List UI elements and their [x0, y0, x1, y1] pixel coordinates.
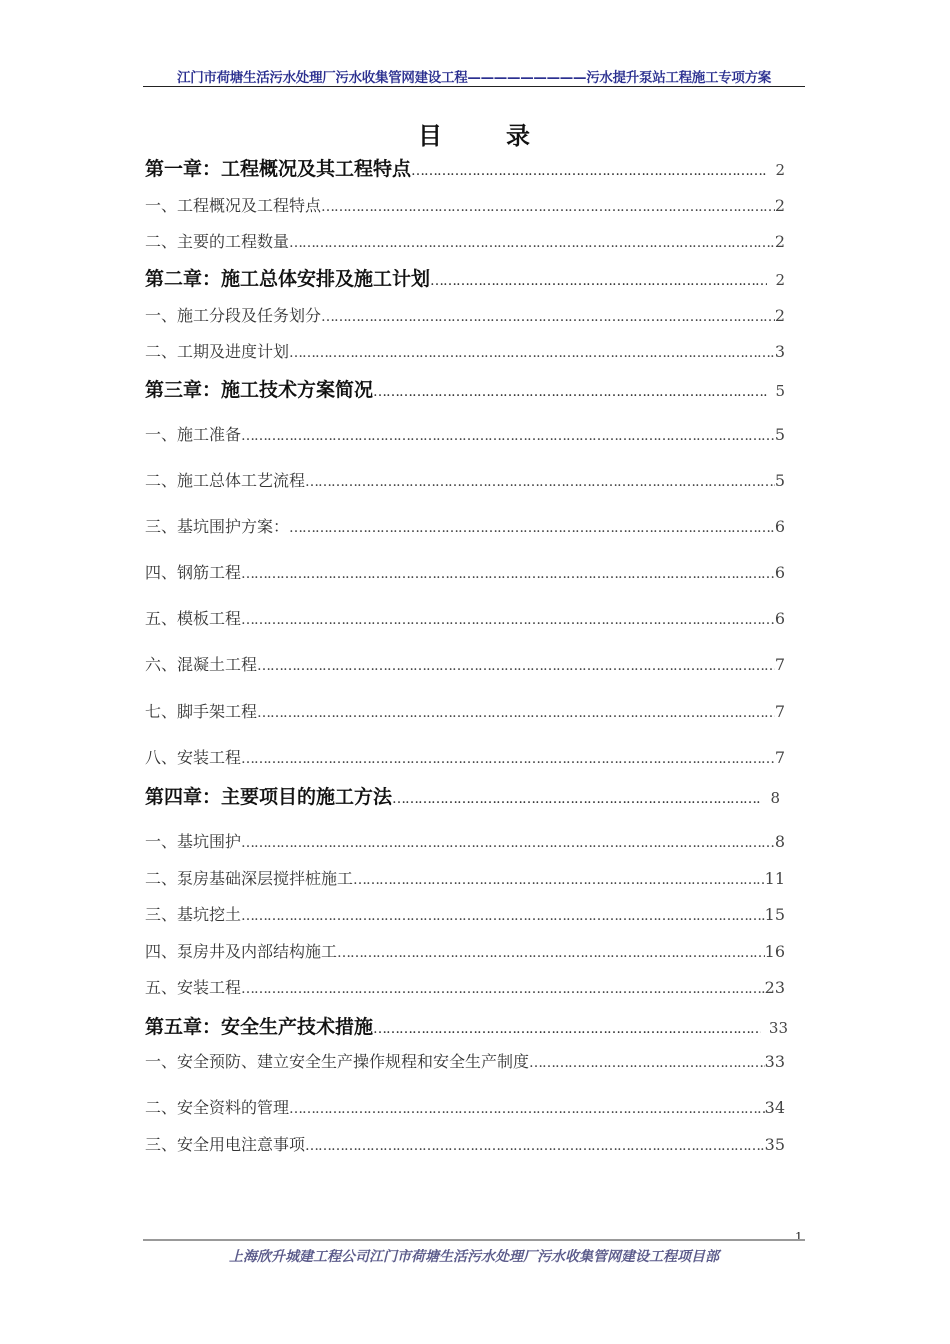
- toc-leader-dots: [305, 1138, 765, 1154]
- toc-entry-label: 四、泵房井及内部结构施工: [145, 942, 338, 961]
- toc-entry-page: 7: [774, 748, 785, 767]
- toc-entry-label: 六、混凝土工程: [145, 655, 258, 674]
- toc-title-part1: 目: [418, 122, 444, 150]
- toc-entry-label: 二、安全资料的管理: [145, 1098, 290, 1117]
- toc-entry-page: 7: [774, 655, 785, 674]
- toc-title-part2: 录: [506, 122, 532, 150]
- toc-leader-dots: [529, 1055, 765, 1071]
- toc-entry-page: 2: [774, 196, 785, 215]
- toc-leader-dots: [241, 835, 775, 851]
- toc-leader-dots: [430, 273, 767, 289]
- toc-section-entry[interactable]: [145, 560, 785, 583]
- toc-entry-label: 第一章：工程概况及其工程特点: [145, 158, 412, 180]
- toc-entry-page: 5: [774, 471, 785, 490]
- toc-section-entry[interactable]: [145, 902, 785, 925]
- toc-section-entry[interactable]: [145, 866, 785, 889]
- toc-leader-dots: [305, 474, 775, 490]
- toc-entry-page: 2: [775, 271, 785, 289]
- toc-entry-label: 二、施工总体工艺流程: [145, 471, 306, 490]
- toc-leader-dots: [411, 163, 767, 179]
- toc-entry-page: 7: [774, 702, 785, 721]
- toc-entry-page: 2: [774, 232, 785, 251]
- toc-leader-dots: [289, 520, 775, 536]
- toc-entry-page: 15: [764, 905, 785, 924]
- toc-entry-label: 三、基坑挖土: [145, 905, 242, 924]
- toc-section-entry[interactable]: [145, 303, 785, 326]
- toc-chapter-entry[interactable]: [145, 375, 785, 402]
- toc-leader-dots: [321, 309, 775, 325]
- toc-chapter-entry[interactable]: [145, 264, 785, 291]
- page-number: 1: [795, 1230, 803, 1244]
- toc-entry-page: 33: [768, 1019, 788, 1037]
- toc-entry-page: 2: [774, 306, 785, 325]
- toc-entry-page: 34: [764, 1098, 785, 1117]
- toc-entry-page: 6: [774, 517, 785, 536]
- toc-section-entry[interactable]: [145, 652, 785, 675]
- toc-leader-dots: [337, 945, 765, 961]
- toc-entry-page: 11: [764, 869, 785, 888]
- toc-leader-dots: [353, 872, 765, 888]
- running-footer: 上海欣升城建工程公司江门市荷塘生活污水处理厂污水收集管网建设工程项目部: [229, 1249, 719, 1265]
- toc-section-entry[interactable]: [145, 514, 785, 537]
- toc-section-entry[interactable]: [145, 229, 785, 252]
- running-header: 江门市荷塘生活污水处理厂污水收集管网建设工程—————————污水提升泵站工程施工专项方案: [177, 70, 771, 86]
- toc-section-entry[interactable]: [145, 1049, 785, 1072]
- toc-entry-page: 8: [770, 789, 780, 807]
- toc-entry-page: 35: [764, 1135, 785, 1154]
- toc-leader-dots: [373, 384, 767, 400]
- toc-entry-label: 二、主要的工程数量: [145, 232, 290, 251]
- toc-entry-label: 四、钢筋工程: [145, 563, 242, 582]
- toc-entry-page: 8: [774, 832, 785, 851]
- toc-leader-dots: [373, 1021, 761, 1037]
- toc-leader-dots: [392, 791, 762, 807]
- toc-chapter-entry[interactable]: [145, 782, 780, 809]
- toc-leader-dots: [241, 566, 775, 582]
- toc-section-entry[interactable]: [145, 975, 785, 998]
- toc-section-entry[interactable]: [145, 699, 785, 722]
- toc-leader-dots: [257, 658, 775, 674]
- toc-entry-page: 6: [774, 609, 785, 628]
- toc-entry-page: 23: [764, 978, 785, 997]
- toc-section-entry[interactable]: [145, 339, 785, 362]
- toc-leader-dots: [321, 199, 775, 215]
- toc-entry-label: 一、安全预防、建立安全生产操作规程和安全生产制度: [145, 1052, 530, 1071]
- toc-leader-dots: [257, 705, 775, 721]
- toc-entry-label: 第二章：施工总体安排及施工计划: [145, 268, 431, 290]
- toc-chapter-entry[interactable]: [145, 1012, 788, 1039]
- toc-leader-dots: [289, 235, 775, 251]
- toc-leader-dots: [241, 751, 775, 767]
- toc-chapter-entry[interactable]: [145, 154, 785, 181]
- toc-entry-label: 第五章：安全生产技术措施: [145, 1016, 374, 1038]
- toc-section-entry[interactable]: [145, 468, 785, 491]
- footer-rule: [143, 1239, 805, 1241]
- toc-entry-page: 16: [764, 942, 785, 961]
- toc-leader-dots: [241, 612, 775, 628]
- toc-section-entry[interactable]: [145, 745, 785, 768]
- toc-section-entry[interactable]: [145, 1132, 785, 1155]
- toc-entry-label: 一、工程概况及工程特点: [145, 196, 322, 215]
- toc-leader-dots: [289, 345, 775, 361]
- toc-entry-page: 33: [764, 1052, 785, 1071]
- toc-entry-page: 5: [775, 382, 785, 400]
- toc-entry-label: 八、安装工程: [145, 748, 242, 767]
- toc-entry-label: 二、工期及进度计划: [145, 342, 290, 361]
- toc-entry-label: 三、安全用电注意事项: [145, 1135, 306, 1154]
- toc-entry-page: 2: [775, 161, 785, 179]
- toc-leader-dots: [289, 1101, 765, 1117]
- toc-entry-label: 二、泵房基础深层搅拌桩施工: [145, 869, 354, 888]
- toc-section-entry[interactable]: [145, 606, 785, 629]
- toc-leader-dots: [241, 981, 765, 997]
- toc-entry-label: 五、模板工程: [145, 609, 242, 628]
- toc-entry-label: 一、施工准备: [145, 425, 242, 444]
- toc-section-entry[interactable]: [145, 193, 785, 216]
- toc-entry-label: 一、施工分段及任务划分: [145, 306, 322, 325]
- toc-entry-label: 五、安装工程: [145, 978, 242, 997]
- toc-entry-label: 三、基坑围护方案：: [145, 517, 290, 536]
- toc-section-entry[interactable]: [145, 829, 785, 852]
- toc-leader-dots: [241, 908, 765, 924]
- toc-entry-label: 第三章：施工技术方案简况: [145, 379, 374, 401]
- toc-section-entry[interactable]: [145, 939, 785, 962]
- toc-section-entry[interactable]: [145, 422, 785, 445]
- toc-entry-label: 第四章：主要项目的施工方法: [145, 786, 393, 808]
- toc-entry-label: 一、基坑围护: [145, 832, 242, 851]
- toc-section-entry[interactable]: [145, 1095, 785, 1118]
- toc-leader-dots: [241, 428, 775, 444]
- toc-entry-page: 3: [774, 342, 785, 361]
- toc-entry-page: 5: [774, 425, 785, 444]
- toc-entry-page: 6: [774, 563, 785, 582]
- toc-entry-label: 七、脚手架工程: [145, 702, 258, 721]
